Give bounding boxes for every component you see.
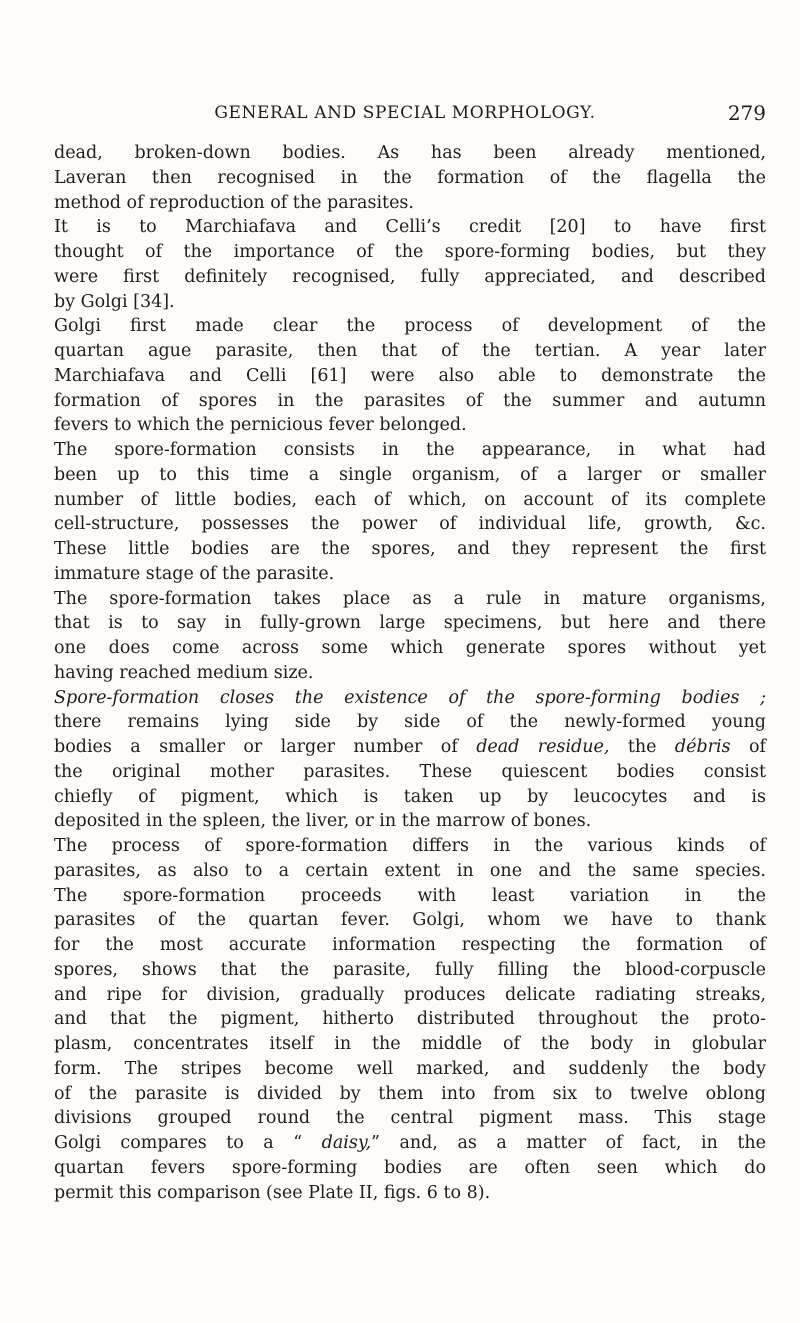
text-line: method of reproduction of the parasites. [54,192,414,213]
text-line: thought of the importance of the spore-forming bodies, but they [54,242,766,262]
text-line: divisions grouped round the central pigment mass. This stage [54,1108,766,1129]
text-line: Marchiafava and Celli [61] were also able to demonstrate the [54,365,766,386]
text-line [54,1131,766,1156]
text-line: dead, broken-down bodies. As has been already mentioned, [54,143,766,163]
text-line: quartan fevers spore-forming bodies are often seen which do [54,1157,766,1178]
text-line: immature stage of the parasite. [54,563,335,584]
running-title: GENERAL AND SPECIAL MORPHOLOGY. [214,103,596,123]
text-line: that is to say in fully-grown large specimens, but here and there [54,613,766,634]
text-segment: ” and, as a matter of fact, in the [371,1133,766,1153]
text-line: parasites of the quartan fever. Golgi, whom we have to thank [54,910,766,931]
text-line: chiefly of pigment, which is taken up by leucocytes and is [54,786,766,807]
text-line: of the parasite is divided by them into from six to twelve oblong [54,1083,766,1104]
text-line: permit this comparison (see Plate II, figs. 6 to 8). [54,1182,491,1203]
italic-text: débris [674,737,731,757]
text-line: the original mother parasites. These quiescent bodies consist [54,761,766,782]
text-line: been up to this time a single organism, of a larger or smaller [54,464,766,485]
text-segment: bodies a smaller or larger number of [54,737,477,757]
italic-text: daisy, [321,1133,372,1153]
text-line: fevers to which the pernicious fever belonged. [54,415,467,436]
text-line: spores, shows that the parasite, fully filling the blood-corpuscle [54,959,766,980]
text-line: there remains lying side by side of the newly-formed young [54,712,766,733]
text-line: The process of spore-formation differs in the various kinds of [54,836,766,856]
text-line: formation of spores in the parasites of the summer and autumn [54,390,766,411]
page-number: 279 [727,101,766,125]
text-line: and that the pigment, hitherto distributed throughout the proto- [54,1009,766,1030]
italic-text: dead residue, [476,737,610,757]
text-line: It is to Marchiafava and Celli’s credit [20] to have first [54,217,766,238]
text-line: were first definitely recognised, fully appreciated, and described [54,266,766,287]
text-line: parasites, as also to a certain extent in one and the same species. [54,860,766,881]
text-line: and ripe for division, gradually produces delicate radiating streaks, [54,984,766,1005]
text-line: These little bodies are the spores, and they represent the first [54,539,766,559]
text-line: form. The stripes become well marked, and suddenly the body [54,1058,766,1079]
text-line: number of little bodies, each of which, on account of its complete [54,489,766,510]
text-line: The spore-formation proceeds with least variation in the [54,885,766,906]
text-line: The spore-formation takes place as a rule in mature organisms, [54,588,766,609]
text-line: deposited in the spleen, the liver, or in the marrow of bones. [54,811,592,832]
text-line: The spore-formation consists in the appearance, in what had [54,440,766,460]
text-segment: Golgi compares to a “ [54,1133,322,1153]
body-text [54,141,766,1205]
text-line: for the most accurate information respecting the formation of [54,935,766,955]
text-line [54,686,766,711]
italic-text: Spore-formation closes the existence of the spore-forming bodies ; [54,687,766,708]
text-line [54,735,766,760]
page-header [0,103,800,133]
text-line: having reached medium size. [54,662,314,683]
text-line: Laveran then recognised in the formation of the flagella the [54,167,766,188]
text-line: one does come across some which generate spores without yet [54,638,766,658]
text-line: Golgi first made clear the process of development of the [54,316,766,337]
text-segment: of [730,737,767,757]
text-line: by Golgi [34]. [54,291,175,312]
text-line: cell-structure, possesses the power of individual life, growth, &c. [54,514,766,535]
text-line: plasm, concentrates itself in the middle of the body in globular [54,1034,766,1054]
text-segment: the [609,737,675,757]
text-line: quartan ague parasite, then that of the tertian. A year later [54,341,766,361]
